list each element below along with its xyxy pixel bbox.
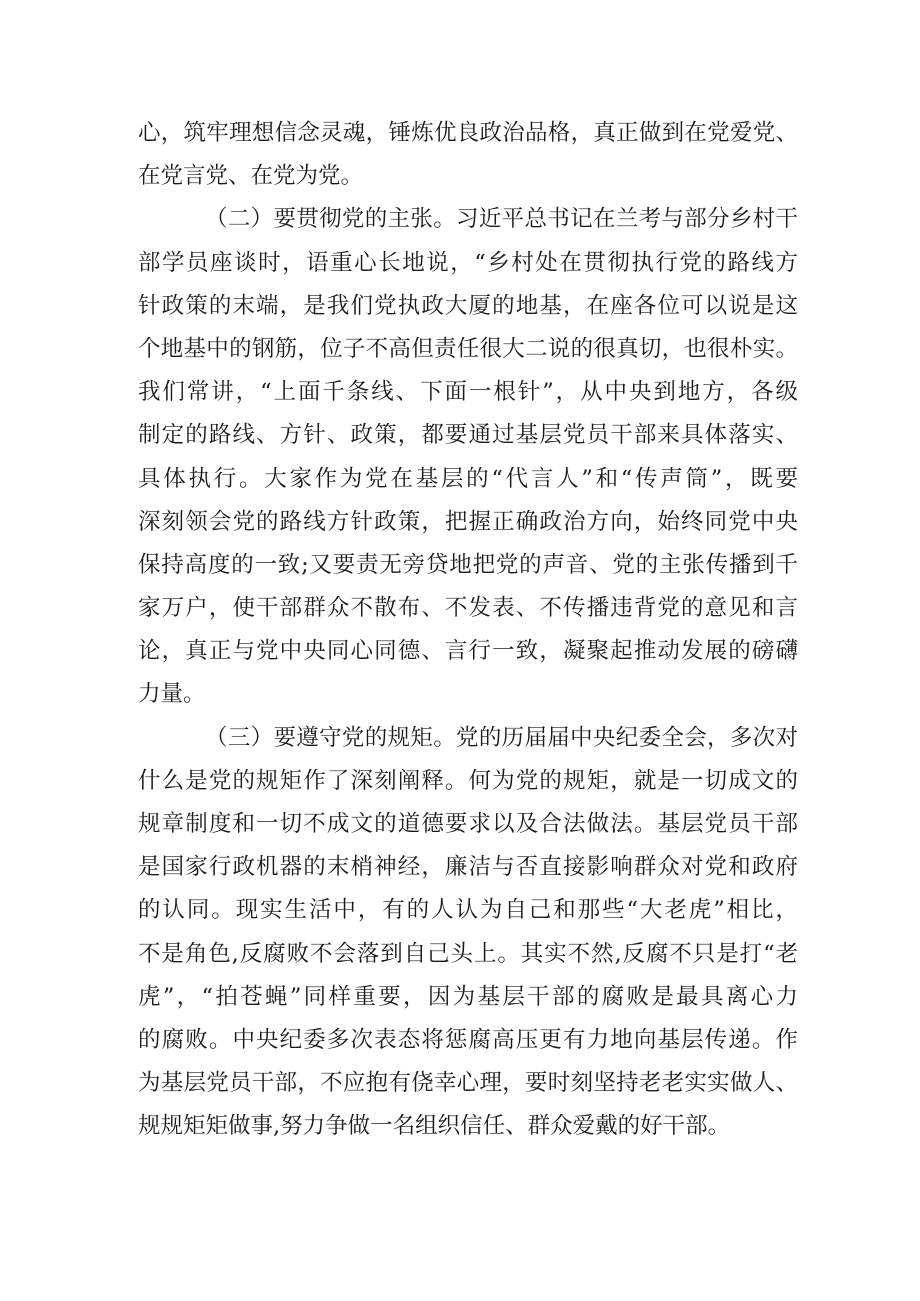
- paragraph-continuation: [138, 112, 798, 198]
- text-line: 针政策的末端，是我们党执政大厦的地基，在座各位可以说是这: [138, 292, 798, 319]
- text-line: （二）要贯彻党的主张。习近平总书记在兰考与部分乡村干: [205, 206, 798, 233]
- paragraph-3: [138, 717, 798, 1149]
- text-line: 是国家行政机器的末梢神经，廉洁与否直接影响群众对党和政府: [138, 854, 798, 881]
- text-line: 为基层党员干部，不应抱有侥幸心理，要时刻坚持老老实实做人、: [138, 1070, 798, 1097]
- text-line: （三）要遵守党的规矩。党的历届届中央纪委全会，多次对: [205, 724, 798, 751]
- text-line: 具体执行。大家作为党在基层的“代言人”和“传声筒”，既要: [138, 465, 798, 492]
- text-line: 虎”，“拍苍蝇”同样重要，因为基层干部的腐败是最具离心力: [138, 983, 798, 1010]
- text-line: 规章制度和一切不成文的道德要求以及合法做法。基层党员干部: [138, 811, 798, 837]
- text-line: 不是角色,反腐败不会落到自己头上。其实不然,反腐不只是打“老: [138, 940, 798, 967]
- text-line: 规规矩矩做事,努力争做一名组织信任、群众爱戴的好干部。: [138, 1113, 731, 1140]
- text-line: 个地基中的钢筋，位子不高但责任很大二说的很真切，也很朴实。: [138, 335, 798, 362]
- text-line: 力量。: [138, 681, 206, 708]
- text-line: 深刻领会党的路线方针政策，把握正确政治方向，始终同党中央: [138, 508, 798, 535]
- text-line: 在党言党、在党为党。: [138, 163, 364, 190]
- text-line: 制定的路线、方针、政策，都要通过基层党员干部来具体落实、: [138, 422, 798, 449]
- text-line: 家万户，使干部群众不散布、不发表、不传播违背党的意见和言: [138, 595, 798, 622]
- text-line: 我们常讲，“上面千条线、下面一根针”，从中央到地方，各级: [138, 379, 798, 406]
- paragraph-2: [138, 198, 798, 716]
- text-line: 的腐败。中央纪委多次表态将惩腐高压更有力地向基层传递。作: [138, 1026, 798, 1053]
- text-line: 心，筑牢理想信念灵魂，锤炼优良政治品格，真正做到在党爱党、: [138, 120, 798, 146]
- document-page: [138, 112, 798, 1149]
- text-line: 什么是党的规矩作了深刻阐释。何为党的规矩，就是一切成文的: [138, 767, 798, 794]
- text-line: 的认同。现实生活中，有的人认为自己和那些“大老虎”相比，: [138, 897, 798, 924]
- text-line: 论，真正与党中央同心同德、言行一致，凝聚起推动发展的磅礴: [138, 638, 798, 665]
- text-line: 部学员座谈时，语重心长地说，“乡村处在贯彻执行党的路线方: [138, 249, 798, 276]
- text-line: 保持高度的一致;又要责无旁贷地把党的声音、党的主张传播到千: [138, 551, 798, 578]
